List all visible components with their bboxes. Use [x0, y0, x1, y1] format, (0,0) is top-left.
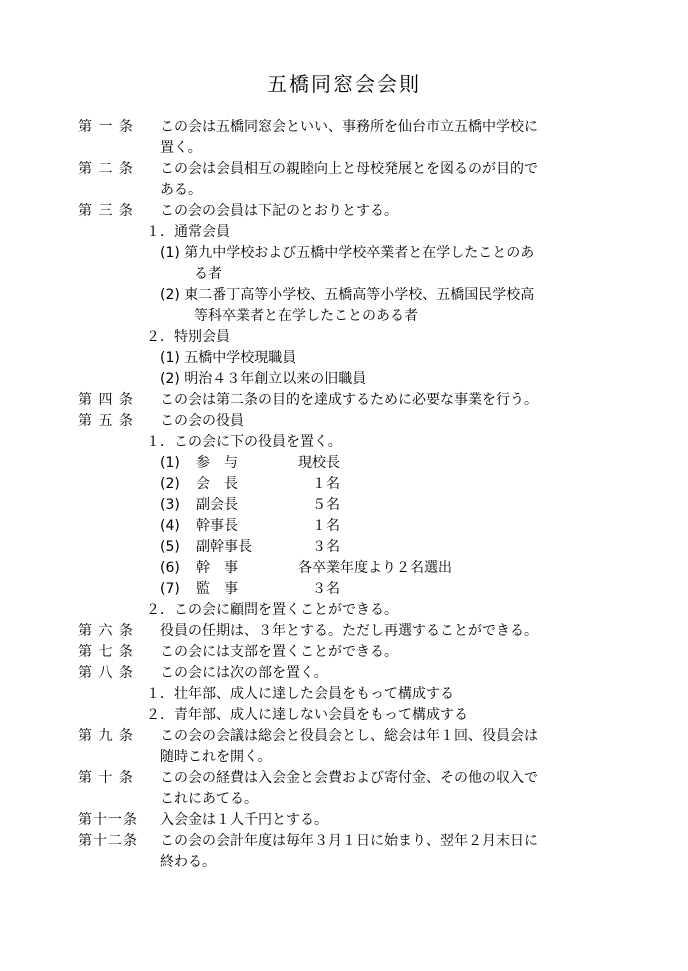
article-number: 第 八 条	[78, 665, 134, 681]
article-number: 第 九 条	[78, 728, 134, 744]
article-number: 第 七 条	[78, 644, 134, 660]
role-name: 副幹事長	[196, 539, 252, 555]
role-value: 現校長	[298, 455, 340, 471]
article-8	[78, 663, 618, 684]
article-text: この会には支部を置くことができる。	[160, 644, 398, 660]
sub-item: １．この会に下の役員を置く。	[146, 434, 342, 450]
role-value: ３名	[298, 581, 340, 597]
sub-sub-item-cont: る者	[194, 266, 222, 282]
role-row	[78, 579, 618, 600]
role-name: 副会長	[196, 497, 238, 513]
article-6	[78, 621, 618, 642]
article-text-cont: これにあてる。	[160, 791, 258, 807]
article-text: この会の会議は総会と役員会とし、総会は年１回、役員会は	[160, 728, 538, 744]
role-number: (7)	[160, 581, 180, 597]
article-text: 役員の任期は、３年とする。ただし再選することができる。	[160, 623, 538, 639]
sub-sub-item-cont: 等科卒業者と在学したことのある者	[194, 308, 418, 324]
article-number: 第十一条	[78, 812, 138, 828]
article-2	[78, 159, 618, 180]
article-3	[78, 201, 618, 222]
article-text-cont: 終わる。	[160, 854, 216, 870]
role-number: (4)	[160, 518, 180, 534]
article-number: 第 一 条	[78, 119, 134, 135]
role-name: 監 事	[196, 581, 238, 597]
role-number: (3)	[160, 497, 180, 513]
article-9	[78, 726, 618, 747]
article-number: 第十二条	[78, 833, 138, 849]
article-text: この会には次の部を置く。	[160, 665, 328, 681]
sub-item: ２．青年部、成人に達しない会員をもって構成する	[146, 707, 468, 723]
role-value: ５名	[298, 497, 340, 513]
article-1	[78, 117, 618, 138]
article-number: 第 四 条	[78, 392, 134, 408]
article-10	[78, 768, 618, 789]
role-number: (6)	[160, 560, 180, 576]
article-11	[78, 810, 618, 831]
role-number: (1)	[160, 455, 180, 471]
role-name: 幹事長	[196, 518, 238, 534]
article-12	[78, 831, 618, 852]
sub-sub-item: (1) 第九中学校および五橋中学校卒業者と在学したことのあ	[160, 245, 535, 261]
role-value: 各卒業年度より２名選出	[298, 560, 452, 576]
article-number: 第 二 条	[78, 161, 134, 177]
role-name: 参 与	[196, 455, 238, 471]
article-text: 入会金は１人千円とする。	[160, 812, 328, 828]
role-row	[78, 516, 618, 537]
sub-sub-item: (2) 東二番丁高等小学校、五橋高等小学校、五橋国民学校高	[160, 287, 535, 303]
article-number: 第 三 条	[78, 203, 134, 219]
articles	[78, 117, 618, 873]
article-text: この会の役員	[160, 413, 244, 429]
article-7	[78, 642, 618, 663]
role-row	[78, 537, 618, 558]
article-number: 第 五 条	[78, 413, 134, 429]
role-row	[78, 495, 618, 516]
sub-item: １．壮年部、成人に達した会員をもって構成する	[146, 686, 454, 702]
role-name: 会 長	[196, 476, 238, 492]
role-value: １名	[298, 518, 340, 534]
article-text: この会の会計年度は毎年３月１日に始まり、翌年２月末日に	[160, 833, 538, 849]
article-5	[78, 411, 618, 432]
sub-item: ２．特別会員	[146, 329, 230, 345]
article-text: この会は会員相互の親睦向上と母校発展とを図るのが目的で	[160, 161, 538, 177]
document-title: 五橋同窓会会則	[267, 72, 421, 96]
article-4	[78, 390, 618, 411]
sub-item: １．通常会員	[146, 224, 230, 240]
role-value: ３名	[298, 539, 340, 555]
article-text-cont: ある。	[160, 182, 202, 198]
sub-item: ２．この会に顧問を置くことができる。	[146, 602, 398, 618]
role-row	[78, 558, 618, 579]
article-text: この会の会員は下記のとおりとする。	[160, 203, 398, 219]
role-value: １名	[298, 476, 340, 492]
article-text-cont: 随時これを開く。	[160, 749, 272, 765]
role-number: (2)	[160, 476, 180, 492]
article-text: この会は五橋同窓会といい、事務所を仙台市立五橋中学校に	[160, 119, 538, 135]
article-text-cont: 置く。	[160, 140, 202, 156]
article-text: この会の経費は入会金と会費および寄付金、その他の収入で	[160, 770, 538, 786]
role-row	[78, 453, 618, 474]
sub-sub-item: (1) 五橋中学校現職員	[160, 350, 297, 366]
role-number: (5)	[160, 539, 180, 555]
sub-sub-item: (2) 明治４３年創立以来の旧職員	[160, 371, 367, 387]
role-row	[78, 474, 618, 495]
article-text: この会は第二条の目的を達成するために必要な事業を行う。	[160, 392, 538, 408]
article-number: 第 十 条	[78, 770, 134, 786]
article-number: 第 六 条	[78, 623, 134, 639]
role-name: 幹 事	[196, 560, 238, 576]
